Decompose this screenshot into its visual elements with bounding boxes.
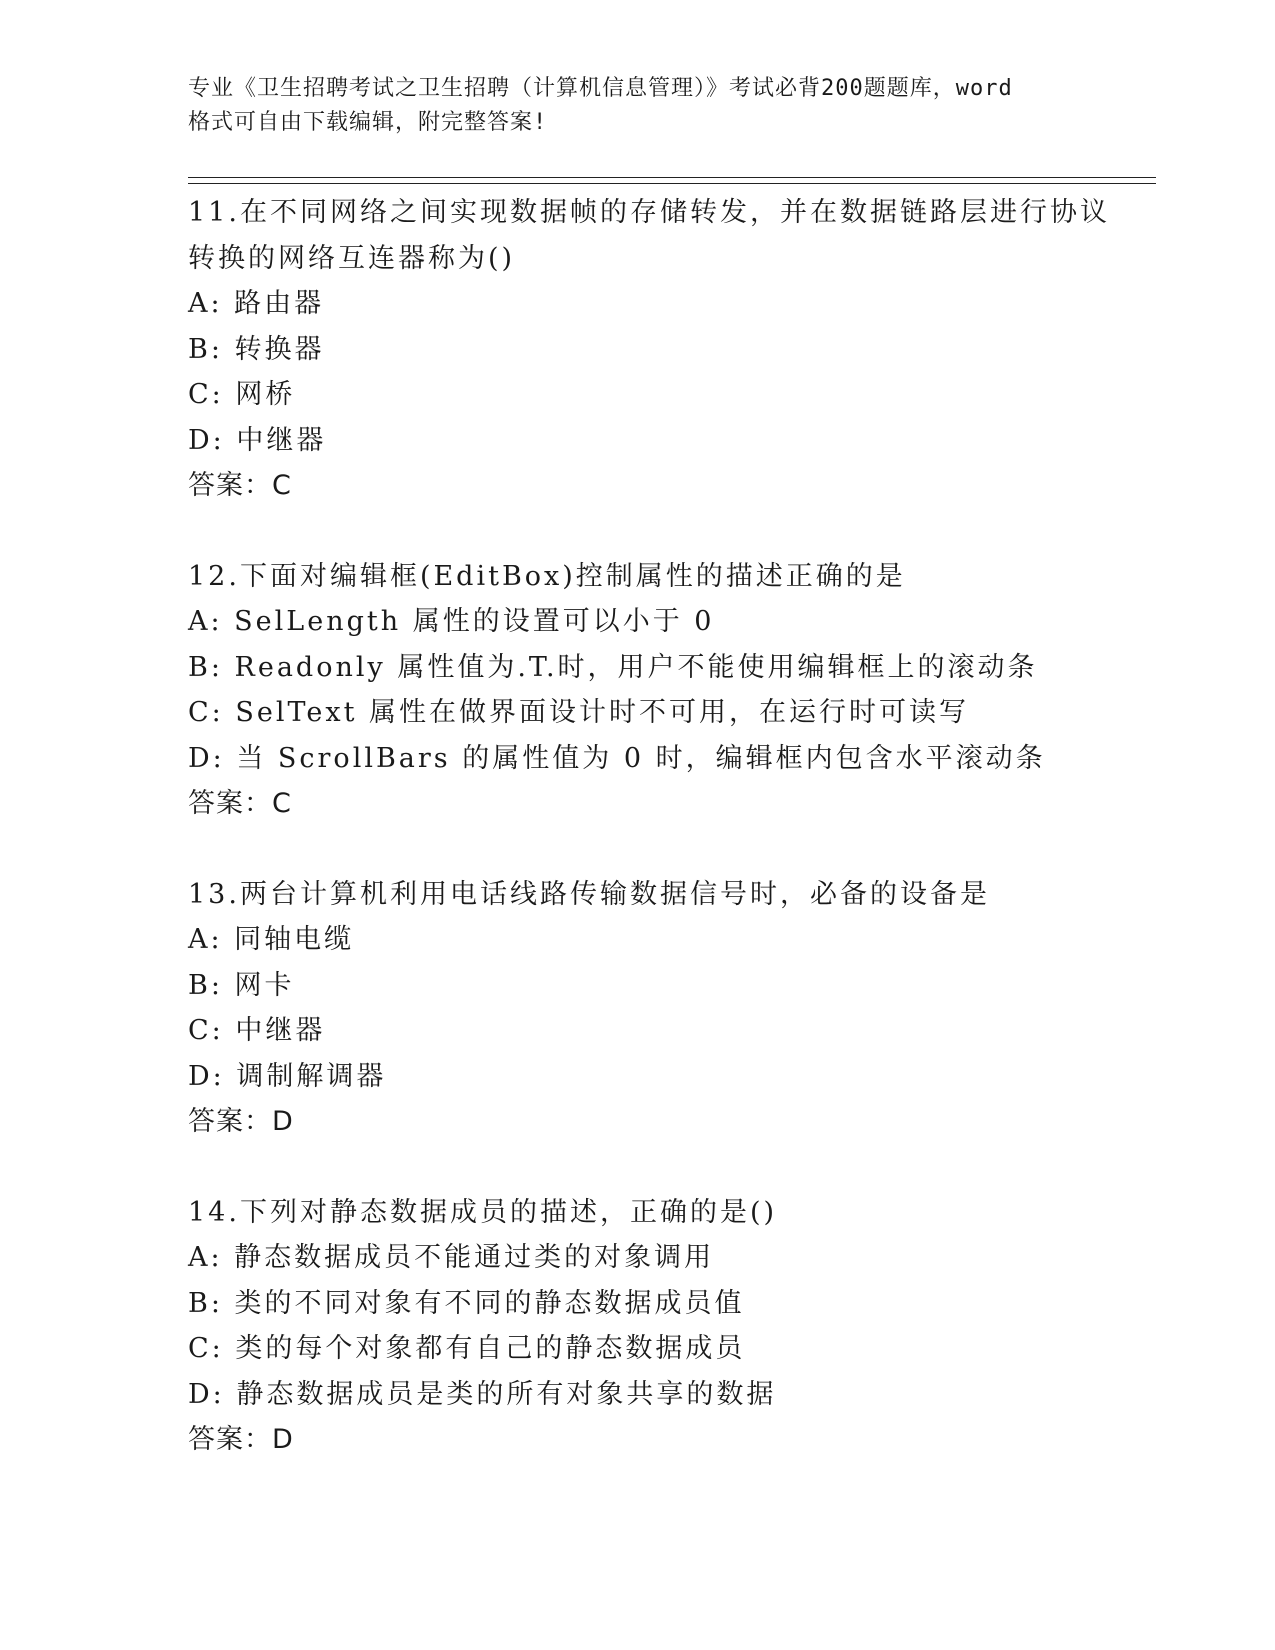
- answer-label: 答案：C: [188, 788, 292, 819]
- option-c: C: 类的每个对象都有自己的静态数据成员: [188, 1333, 746, 1364]
- option-b: B: 类的不同对象有不同的静态数据成员值: [188, 1287, 745, 1319]
- answer-label: 答案：C: [188, 470, 292, 501]
- option-a: A: 路由器: [188, 288, 325, 319]
- question-title: 12.下面对编辑框(EditBox)控制属性的描述正确的是: [188, 560, 906, 592]
- question-11: [188, 190, 1148, 509]
- option-b: B: Readonly 属性值为.T.时，用户不能使用编辑框上的滚动条: [188, 651, 1038, 683]
- header-line-2: 格式可自由下载编辑，附完整答案!: [188, 110, 548, 135]
- option-d: D: 当 ScrollBars 的属性值为 0 时，编辑框内包含水平滚动条: [188, 742, 1046, 774]
- header-line-1: 专业《卫生招聘考试之卫生招聘（计算机信息管理）》考试必背200题题库，word: [188, 76, 1013, 101]
- option-a: A: SelLength 属性的设置可以小于 0: [188, 606, 715, 637]
- option-c: C: 中继器: [188, 1015, 326, 1046]
- option-b: B: 转换器: [188, 333, 325, 365]
- answer-label: 答案：D: [188, 1424, 294, 1455]
- option-a: A: 静态数据成员不能通过类的对象调用: [188, 1242, 715, 1273]
- question-title: 13.两台计算机利用电话线路传输数据信号时，必备的设备是: [188, 878, 990, 910]
- option-b: B: 网卡: [188, 969, 295, 1001]
- question-14: [188, 1190, 1148, 1463]
- option-d: D: 静态数据成员是类的所有对象共享的数据: [188, 1378, 777, 1410]
- question-list: [188, 190, 1148, 1508]
- header-divider-top: [188, 177, 1156, 178]
- question-title: 14.下列对静态数据成员的描述，正确的是(): [188, 1196, 778, 1228]
- option-c: C: SelText 属性在做界面设计时不可用，在运行时可读写: [188, 697, 969, 728]
- answer-label: 答案：D: [188, 1106, 294, 1137]
- header-divider-bottom: [188, 183, 1156, 184]
- question-title-continued: 转换的网络互连器称为(): [188, 242, 516, 274]
- document-header: [188, 72, 1088, 140]
- option-c: C: 网桥: [188, 379, 296, 410]
- option-d: D: 中继器: [188, 424, 327, 456]
- question-title: 11.在不同网络之间实现数据帧的存储转发，并在数据链路层进行协议: [188, 197, 1110, 228]
- option-a: A: 同轴电缆: [188, 924, 355, 955]
- question-13: [188, 872, 1148, 1145]
- question-12: [188, 554, 1148, 827]
- option-d: D: 调制解调器: [188, 1060, 387, 1092]
